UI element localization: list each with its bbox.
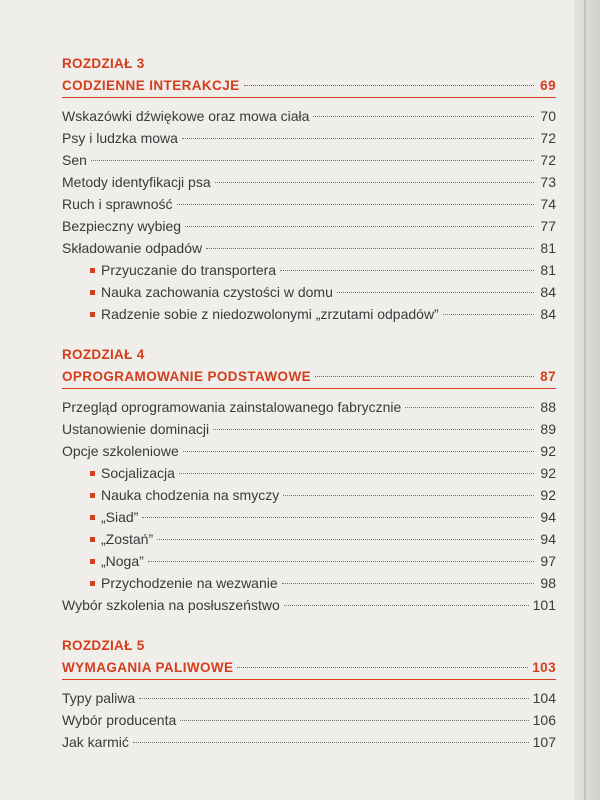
- toc-entry[interactable]: [62, 687, 556, 709]
- dot-leader: [280, 270, 534, 271]
- entry-page-number: 101: [532, 597, 556, 613]
- dot-leader: [244, 85, 534, 86]
- dot-leader: [282, 583, 534, 584]
- toc-entry[interactable]: [62, 171, 556, 193]
- entry-page-number: 73: [540, 174, 556, 190]
- table-of-contents: [62, 54, 556, 773]
- chapter-page-number: 87: [540, 369, 556, 384]
- dot-leader: [283, 495, 534, 496]
- chapter-page-number: 103: [532, 660, 556, 675]
- chapter-title-row[interactable]: [62, 365, 556, 389]
- bullet-icon: [90, 312, 95, 317]
- entry-title: Składowanie odpadów: [62, 240, 203, 256]
- entry-title: Ruch i sprawność: [62, 196, 173, 212]
- entry-title: Psy i ludzka mowa: [62, 130, 178, 146]
- entry-title: Radzenie sobie z niedozwolonymi „zrzutami odpadów”: [101, 306, 439, 322]
- entry-page-number: 81: [540, 262, 556, 278]
- bullet-icon: [90, 268, 95, 273]
- chapter-page-number: 69: [540, 78, 556, 93]
- entry-title: Wskazówki dźwiękowe oraz mowa ciała: [62, 108, 310, 124]
- toc-entry[interactable]: [62, 418, 556, 440]
- toc-entry[interactable]: [62, 396, 556, 418]
- toc-entry[interactable]: [62, 731, 556, 753]
- dot-leader: [313, 116, 534, 117]
- entry-page-number: 92: [540, 465, 556, 481]
- dot-leader: [157, 539, 534, 540]
- bullet-icon: [90, 493, 95, 498]
- bullet-icon: [90, 581, 95, 586]
- dot-leader: [206, 248, 534, 249]
- entry-title: Przychodzenie na wezwanie: [101, 575, 278, 591]
- dot-leader: [139, 698, 528, 699]
- entry-page-number: 84: [540, 284, 556, 300]
- entry-page-number: 72: [540, 152, 556, 168]
- entry-title: Bezpieczny wybieg: [62, 218, 182, 234]
- entry-title: Sen: [62, 152, 87, 168]
- entry-page-number: 84: [540, 306, 556, 322]
- dot-leader: [185, 226, 534, 227]
- dot-leader: [179, 473, 534, 474]
- entry-page-number: 92: [540, 487, 556, 503]
- toc-subentry[interactable]: [62, 462, 556, 484]
- entry-page-number: 77: [540, 218, 556, 234]
- entry-title: „Zostań”: [101, 531, 154, 547]
- entry-title: Nauka zachowania czystości w domu: [101, 284, 333, 300]
- entry-page-number: 72: [540, 130, 556, 146]
- dot-leader: [183, 451, 534, 452]
- entry-title: Nauka chodzenia na smyczy: [101, 487, 280, 503]
- dot-leader: [215, 182, 534, 183]
- toc-subentry[interactable]: [62, 303, 556, 325]
- toc-subentry[interactable]: [62, 281, 556, 303]
- entry-title: Przyuczanie do transportera: [101, 262, 277, 278]
- toc-entry[interactable]: [62, 215, 556, 237]
- entry-title: Wybór producenta: [62, 712, 177, 728]
- entry-title: „Siad”: [101, 509, 139, 525]
- entry-page-number: 94: [540, 509, 556, 525]
- dot-leader: [148, 561, 534, 562]
- entry-page-number: 81: [540, 240, 556, 256]
- toc-subentry[interactable]: [62, 572, 556, 594]
- chapter-section: [62, 636, 556, 753]
- chapter-section: [62, 345, 556, 616]
- bullet-icon: [90, 471, 95, 476]
- page-edge: [584, 0, 586, 800]
- toc-subentry[interactable]: [62, 506, 556, 528]
- entry-page-number: 106: [532, 712, 556, 728]
- entry-page-number: 97: [540, 553, 556, 569]
- toc-entry[interactable]: [62, 709, 556, 731]
- chapter-title: WYMAGANIA PALIWOWE: [62, 660, 234, 675]
- toc-entry[interactable]: [62, 105, 556, 127]
- bullet-icon: [90, 515, 95, 520]
- entry-title: Ustanowienie dominacji: [62, 421, 210, 437]
- entry-title: Opcje szkoleniowe: [62, 443, 179, 459]
- toc-entry[interactable]: [62, 594, 556, 616]
- dot-leader: [177, 204, 535, 205]
- chapter-number: ROZDZIAŁ 4: [62, 347, 145, 362]
- entry-page-number: 107: [532, 734, 556, 750]
- chapter-title: CODZIENNE INTERAKCJE: [62, 78, 240, 93]
- chapter-section: [62, 54, 556, 325]
- toc-entry[interactable]: [62, 149, 556, 171]
- toc-entry[interactable]: [62, 193, 556, 215]
- entry-title: Jak karmić: [62, 734, 129, 750]
- entry-page-number: 98: [540, 575, 556, 591]
- dot-leader: [182, 138, 534, 139]
- entry-page-number: 89: [540, 421, 556, 437]
- chapter-number: ROZDZIAŁ 5: [62, 638, 145, 653]
- dot-leader: [405, 407, 534, 408]
- entry-page-number: 92: [540, 443, 556, 459]
- toc-entry[interactable]: [62, 127, 556, 149]
- toc-subentry[interactable]: [62, 484, 556, 506]
- dot-leader: [91, 160, 534, 161]
- chapter-title-row[interactable]: [62, 656, 556, 680]
- dot-leader: [142, 517, 534, 518]
- bullet-icon: [90, 537, 95, 542]
- entry-title: Przegląd oprogramowania zainstalowanego fabrycznie: [62, 399, 402, 415]
- toc-subentry[interactable]: [62, 528, 556, 550]
- chapter-title: OPROGRAMOWANIE PODSTAWOWE: [62, 369, 311, 384]
- entry-title: „Noga”: [101, 553, 144, 569]
- dot-leader: [315, 376, 534, 377]
- toc-entry[interactable]: [62, 440, 556, 462]
- toc-subentry[interactable]: [62, 550, 556, 572]
- dot-leader: [237, 667, 528, 668]
- dot-leader: [337, 292, 534, 293]
- bullet-icon: [90, 290, 95, 295]
- entry-title: Socjalizacja: [101, 465, 175, 481]
- entry-page-number: 88: [540, 399, 556, 415]
- entry-page-number: 74: [540, 196, 556, 212]
- entry-title: Typy paliwa: [62, 690, 136, 706]
- entry-page-number: 94: [540, 531, 556, 547]
- dot-leader: [443, 314, 534, 315]
- toc-subentry[interactable]: [62, 259, 556, 281]
- entry-page-number: 70: [540, 108, 556, 124]
- entry-title: Wybór szkolenia na posłuszeństwo: [62, 597, 280, 613]
- bullet-icon: [90, 559, 95, 564]
- dot-leader: [213, 429, 534, 430]
- toc-entry[interactable]: [62, 237, 556, 259]
- chapter-number: ROZDZIAŁ 3: [62, 56, 145, 71]
- dot-leader: [180, 720, 528, 721]
- entry-page-number: 104: [532, 690, 556, 706]
- entry-title: Metody identyfikacji psa: [62, 174, 211, 190]
- dot-leader: [284, 605, 529, 606]
- page-gutter-shadow: [574, 0, 600, 800]
- dot-leader: [133, 742, 529, 743]
- chapter-title-row[interactable]: [62, 74, 556, 98]
